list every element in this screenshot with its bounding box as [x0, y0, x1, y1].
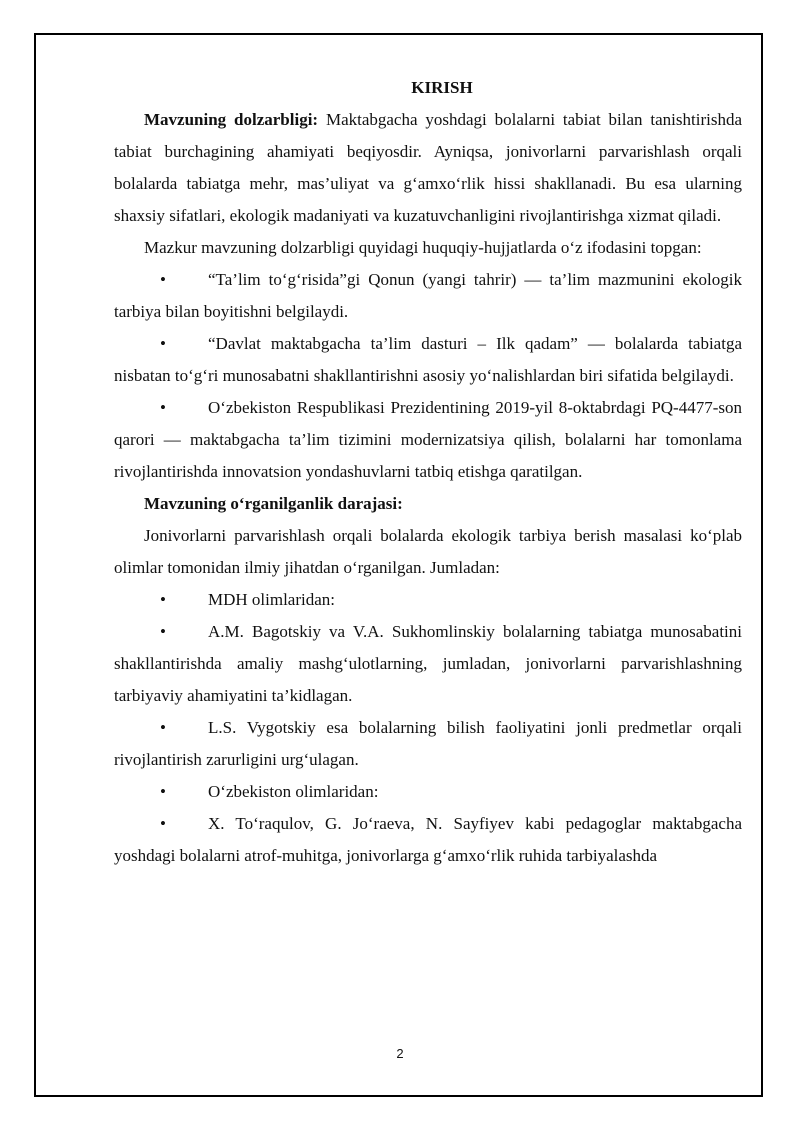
- list-item: [114, 584, 742, 616]
- list-item: [114, 776, 742, 808]
- list-item-text: X. To‘raqulov, G. Jo‘raeva, N. Sayfiyev kabi pedagoglar maktabgacha yoshdagi bolalarni atrof-muhitga, jonivorlarga g‘amxo‘rlik ruhida tarbiyalashda: [114, 814, 742, 865]
- list-item: [114, 264, 742, 328]
- list-item: [114, 712, 742, 776]
- bullet-mark: •: [160, 334, 166, 353]
- legal-docs-intro: Mazkur mavzuning dolzarbligi quyidagi huquqiy-hujjatlarda o‘z ifodasini topgan:: [144, 238, 702, 257]
- bullet-mark: •: [160, 590, 166, 609]
- bullet-mark: •: [160, 782, 166, 801]
- study-level-heading: Mavzuning o‘rganilganlik darajasi:: [144, 494, 403, 513]
- page-number: 2: [396, 1046, 404, 1061]
- list-item: [114, 328, 742, 392]
- bullet-mark: •: [160, 622, 166, 641]
- bullet-mark: •: [160, 814, 166, 833]
- list-item: [114, 616, 742, 712]
- relevance-text: Maktabgacha yoshdagi bolalarni tabiat bilan tanishtirishda tabiat burchagining ahamiyati beqiyosdir. Ayniqsa, jonivorlarni parvarishlash orqali bolalarda tabiatga mehr, mas’uliyat va g‘amxo‘rlik hissi shakllanadi. Bu esa ularning shaxsiy sifatlari, ekologik madaniyati va kuzatuvchanligini rivojlantirishga xizmat qiladi.: [114, 110, 742, 225]
- list-item-text: A.M. Bagotskiy va V.A. Sukhomlinskiy bolalarning tabiatga munosabatini shakllantirishda amaliy mashg‘ulotlarning, jumladan, jonivorlarni parvarishlashning tarbiyaviy ahamiyatini ta’kidlagan.: [114, 622, 742, 705]
- study-level-paragraph: Jonivorlarni parvarishlash orqali bolalarda ekologik tarbiya berish masalasi ko‘plab olimlar tomonidan ilmiy jihatdan o‘rganilgan. Jumladan:: [114, 526, 742, 577]
- list-item: [114, 392, 742, 488]
- list-item-text: “Ta’lim to‘g‘risida”gi Qonun (yangi tahrir) — ta’lim mazmunini ekologik tarbiya bilan boyitishni belgilaydi.: [114, 270, 742, 321]
- list-item-text: O‘zbekiston olimlaridan:: [208, 782, 379, 801]
- page-title: KIRISH: [411, 78, 473, 97]
- relevance-paragraph: [114, 104, 742, 232]
- relevance-heading: Mavzuning dolzarbligi:: [144, 110, 319, 129]
- document-body: [114, 72, 742, 872]
- bullet-mark: •: [160, 270, 166, 289]
- bullet-mark: •: [160, 398, 166, 417]
- list-item-text: O‘zbekiston Respublikasi Prezidentining 2019-yil 8-oktabrdagi PQ-4477-son qarori — maktabgacha ta’lim tizimini modernizatsiya qilish, bolalarni har tomonlama rivojlantirishda innovatsion yondashuvlarni tatbiq etishga qaratilgan.: [114, 398, 742, 481]
- list-item-text: L.S. Vygotskiy esa bolalarning bilish faoliyatini jonli predmetlar orqali rivojlantirish zarurligini urg‘ulagan.: [114, 718, 742, 769]
- list-item-text: “Davlat maktabgacha ta’lim dasturi – Ilk qadam” — bolalarda tabiatga nisbatan to‘g‘ri munosabatni shakllantirishni asosiy yo‘nalishlardan biri sifatida belgilaydi.: [114, 334, 742, 385]
- list-item-text: MDH olimlaridan:: [208, 590, 336, 609]
- list-item: [114, 808, 742, 872]
- bullet-mark: •: [160, 718, 166, 737]
